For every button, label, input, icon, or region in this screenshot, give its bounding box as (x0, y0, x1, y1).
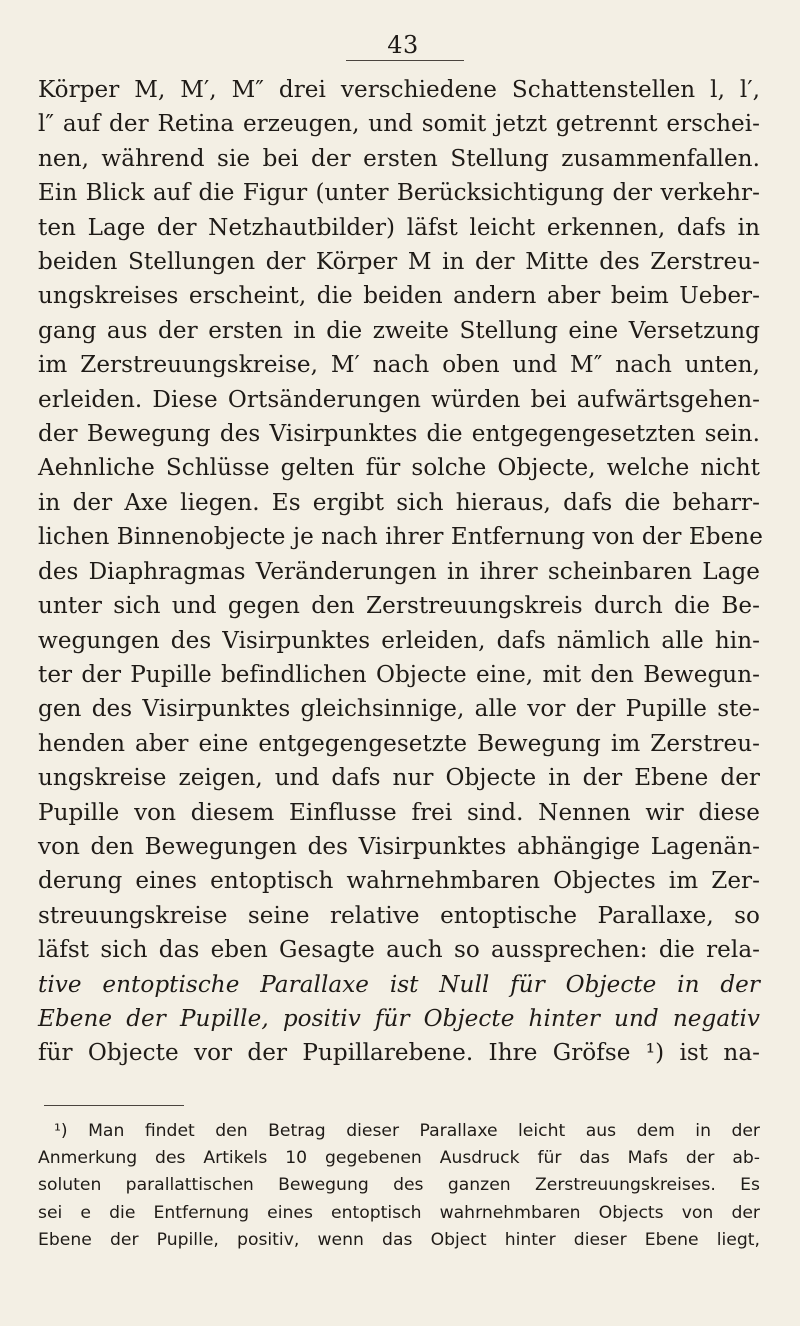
text-line: ungskreise zeigen, und dafs nur Objecte in der Ebene der (38, 765, 760, 792)
text-line: gen des Visirpunktes gleichsinnige, alle vor der Pupille ste- (38, 696, 760, 723)
text-line: erleiden. Diese Ortsänderungen würden bei aufwärtsgehen- (38, 386, 760, 413)
text-line: tive entoptische Parallaxe ist Null für Objecte in der (38, 971, 760, 998)
text-line: von den Bewegungen des Visirpunktes abhängige Lagenän- (38, 833, 760, 860)
footnote (38, 1118, 760, 1254)
text-line: streuungskreise seine relative entoptische Parallaxe, so (38, 902, 760, 929)
text-line: des Diaphragmas Veränderungen in ihrer scheinbaren Lage (38, 558, 760, 585)
text-line: beiden Stellungen der Körper M in der Mitte des Zerstreu- (38, 249, 760, 276)
book-page (38, 30, 763, 1254)
text-line: gang aus der ersten in die zweite Stellung eine Versetzung (38, 317, 760, 344)
text-line: ten Lage der Netzhautbilder) läfst leicht erkennen, dafs in (38, 214, 760, 241)
footnote-line: Anmerkung des Artikels 10 gegebenen Ausdruck für das Mafs der ab- (38, 1148, 760, 1169)
text-line: henden aber eine entgegengesetzte Bewegung im Zerstreu- (38, 730, 760, 757)
text-line: in der Axe liegen. Es ergibt sich hieraus, dafs die beharr- (38, 489, 760, 516)
main-text (38, 73, 763, 1071)
text-line: l″ auf der Retina erzeugen, und somit jetzt getrennt erschei- (38, 111, 760, 138)
page-number: 43 (387, 31, 419, 59)
text-line: ungskreises erscheint, die beiden andern aber beim Ueber- (38, 283, 760, 310)
text-line: Aehnliche Schlüsse gelten für solche Objecte, welche nicht (38, 455, 760, 482)
text-line: Körper M, M′, M″ drei verschiedene Schattenstellen l, l′, (38, 77, 760, 103)
text-line: ter der Pupille befindlichen Objecte eine, mit den Bewegun- (38, 661, 760, 688)
text-line: nen, während sie bei der ersten Stellung zusammenfallen. (38, 145, 760, 172)
footnote-line: Ebene der Pupille, positiv, wenn das Object hinter dieser Ebene liegt, (38, 1229, 760, 1250)
text-line: Pupille von diesem Einflusse frei sind. Nennen wir diese (38, 799, 760, 826)
text-line: läfst sich das eben Gesagte auch so aussprechen: die rela- (38, 937, 760, 964)
header-rule (346, 60, 464, 61)
text-line: für Objecte vor der Pupillarebene. Ihre Gröfse ¹) ist na- (38, 1040, 760, 1067)
footnote-line: soluten parallattischen Bewegung des ganzen Zerstreuungskreises. Es (38, 1175, 760, 1196)
footnote-line: sei e die Entfernung eines entoptisch wahrnehmbaren Objects von der (38, 1202, 760, 1223)
text-line: im Zerstreuungskreise, M′ nach oben und M″ nach unten, (38, 352, 760, 379)
footnote-line: ¹) Man findet den Betrag dieser Parallaxe leicht aus dem in der (54, 1120, 760, 1141)
text-line: lichen Binnenobjecte je nach ihrer Entfernung von der Ebene (38, 524, 763, 551)
text-line: Ein Blick auf die Figur (unter Berücksichtigung der verkehr- (38, 180, 760, 207)
text-line: Ebene der Pupille, positiv für Objecte hinter und negativ (38, 1005, 760, 1032)
text-line: unter sich und gegen den Zerstreuungskreis durch die Be- (38, 593, 760, 620)
text-line: derung eines entoptisch wahrnehmbaren Objectes im Zer- (38, 868, 760, 895)
footnote-rule (44, 1105, 184, 1106)
text-line: der Bewegung des Visirpunktes die entgegengesetzten sein. (38, 421, 760, 448)
text-line: wegungen des Visirpunktes erleiden, dafs nämlich alle hin- (38, 627, 760, 654)
